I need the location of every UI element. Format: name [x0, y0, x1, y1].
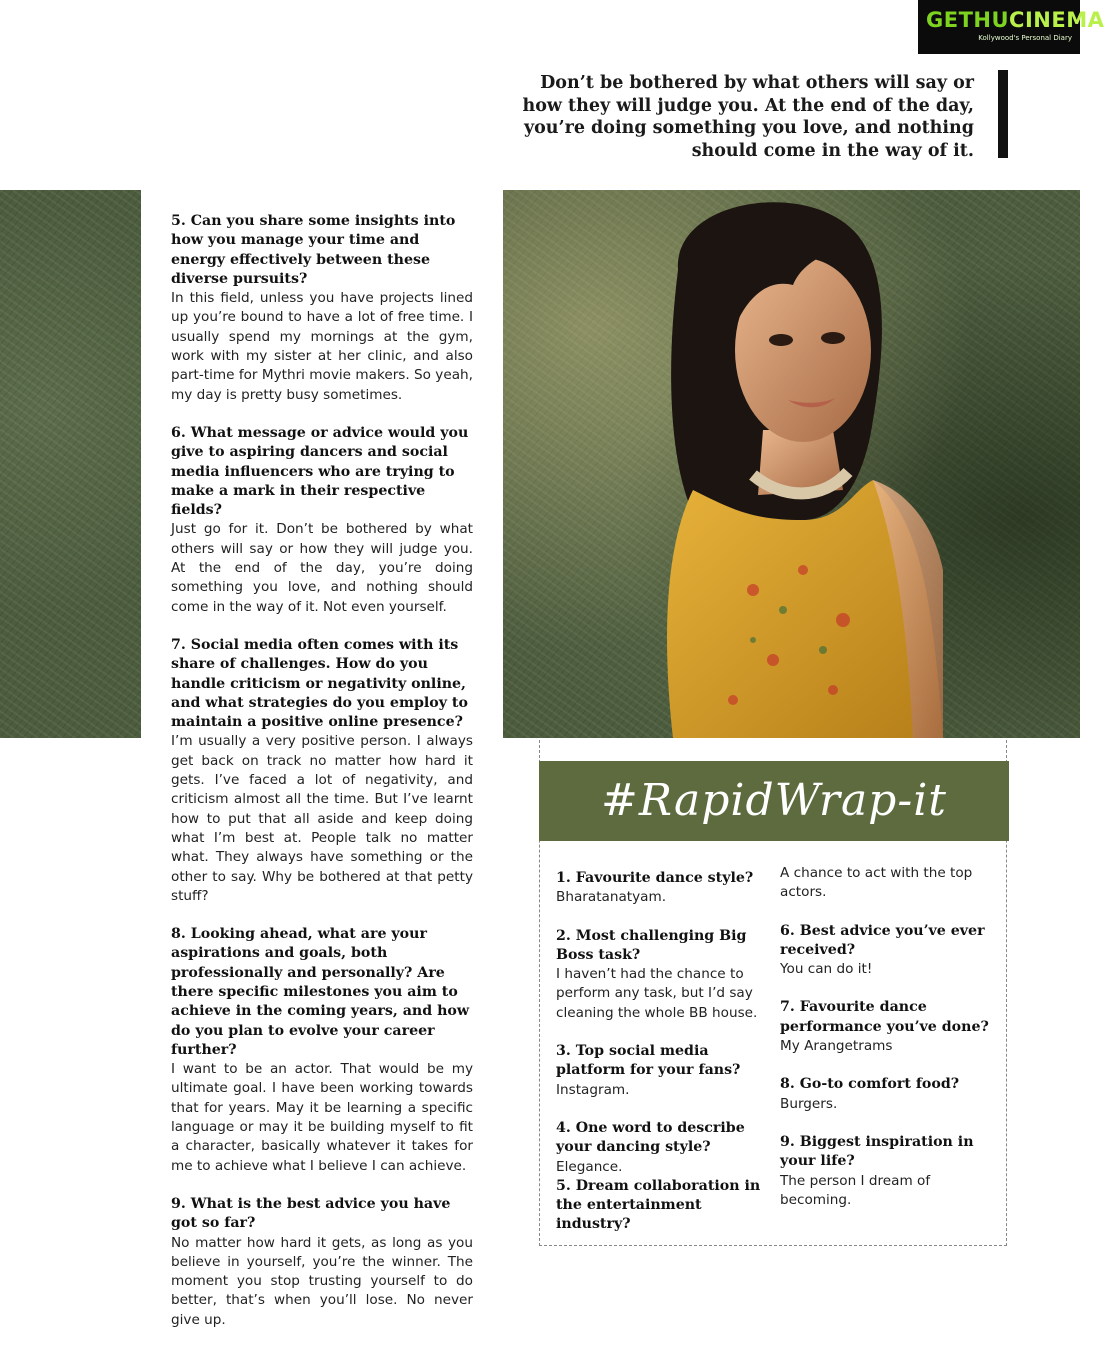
qa-item: [171, 925, 473, 1176]
question: 7. Social media often comes with its share of challenges. How do you handle criticism or negativity online, and what strategies do you employ to maintain a positive online presence?: [171, 636, 468, 731]
rapid-item: [556, 1177, 770, 1235]
rapid-question: 4. One word to describe your dancing style?: [556, 1119, 745, 1156]
qa-item: [171, 636, 473, 906]
rapid-item: [556, 869, 770, 908]
site-logo: [918, 0, 1104, 54]
rapid-item: [780, 1075, 990, 1114]
rapid-answer: Instagram.: [556, 1081, 630, 1098]
rapid-question: 9. Biggest inspiration in your life?: [780, 1133, 974, 1170]
rapid-answer: Burgers.: [780, 1095, 838, 1112]
rapid-item: [556, 927, 770, 1023]
answer: I’m usually a very positive person. I always get back on track no matter how hard it gets. I’ve faced a lot of negativity, and criticism almost all the time. But I’ve learnt how to put that all aside and keep doing what I’m best at. People talk no matter what. They always have something or the other to say. Why be bothered at that petty stuff?: [171, 733, 473, 904]
rapid-question: 7. Favourite dance performance you’ve done?: [780, 999, 989, 1035]
rapid-question: 1. Favourite dance style?: [556, 870, 754, 886]
rapid-question: 3. Top social media platform for your fans?: [556, 1043, 741, 1079]
pull-quote-bar: [998, 70, 1008, 158]
rapid-answer: Bharatanatyam.: [556, 889, 667, 906]
question: 8. Looking ahead, what are your aspirations and goals, both professionally and personally? Are there specific milestones you aim to achieve in the coming years, and how do you plan to evolve your career further?: [171, 926, 470, 1058]
qa-item: [171, 1195, 473, 1330]
rapid-item: [556, 1042, 770, 1100]
rapid-item: [780, 998, 990, 1056]
rapid-question: 6. Best advice you’ve ever received?: [780, 922, 985, 958]
rapid-fire-title: #RapidWrap-it: [601, 775, 947, 826]
rapid-fire-right-column: [780, 864, 990, 1229]
answer: Just go for it. Don’t be bothered by what others will say or how they will judge you. At the end of the day, you’re doing something you love, and nothing should come in the way of it. Not even yourself.: [171, 521, 473, 615]
answer: In this field, unless you have projects lined up you’re bound to have a lot of free time. I usually spend my mornings at the gym, work with my sister at her clinic, and also part-time for Mythri movie makers. So yeah, my day is pretty busy sometimes.: [171, 290, 473, 403]
rapid-question: 8. Go-to comfort food?: [780, 1076, 960, 1093]
answer: I want to be an actor. That would be my ultimate goal. I have been working towards that for years. May it be learning a specific language or may it be building myself to fit a character, basically whatever it takes for me to achieve what I believe I can achieve.: [171, 1061, 473, 1174]
rapid-item: [780, 1133, 990, 1210]
rapid-fire-left-column: [556, 869, 770, 1254]
qa-item: [171, 424, 473, 617]
rapid-answer: Elegance.: [556, 1158, 623, 1175]
question: 5. Can you share some insights into how you manage your time and energy effectively between these diverse pursuits?: [171, 213, 456, 287]
rapid-answer: I haven’t had the chance to perform any task, but I’d say cleaning the whole BB house.: [556, 966, 758, 1021]
rapid-answer: A chance to act with the top actors.: [780, 865, 973, 901]
portrait-photo: [503, 190, 1080, 738]
rapid-answer: You can do it!: [780, 961, 873, 978]
logo-wordmark: GETHUCINEMA: [926, 8, 1104, 32]
left-texture-panel: [0, 190, 141, 738]
qa-item: [171, 212, 473, 405]
question: 9. What is the best advice you have got so far?: [171, 1195, 451, 1232]
rapid-fire-header: [539, 761, 1009, 841]
portrait-figure: [503, 190, 1080, 738]
answer: No matter how hard it gets, as long as you believe in yourself, you’re the winner. The moment you stop trusting yourself to do better, that’s when you’ll lose. No never give up.: [171, 1234, 473, 1328]
rapid-answer: My Arangetrams: [780, 1038, 893, 1055]
question: 6. What message or advice would you give to aspiring dancers and social media influencers who are trying to make a mark in their respective fields?: [171, 424, 469, 519]
rapid-question: 2. Most challenging Big Boss task?: [556, 927, 747, 963]
pull-quote: Don’t be bothered by what others will say or how they will judge you. At the end of the day, you’re doing something you love, and nothing should come in the way of it.: [522, 73, 974, 161]
rapid-item: [780, 922, 990, 980]
rapid-item: [780, 864, 990, 903]
rapid-item: [556, 1119, 770, 1177]
rapid-answer: The person I dream of becoming.: [780, 1172, 931, 1208]
article-body: [171, 212, 473, 1349]
rapid-question: 5. Dream collaboration in the entertainment industry?: [556, 1177, 761, 1233]
logo-tagline: Kollywood's Personal Diary: [978, 34, 1072, 42]
